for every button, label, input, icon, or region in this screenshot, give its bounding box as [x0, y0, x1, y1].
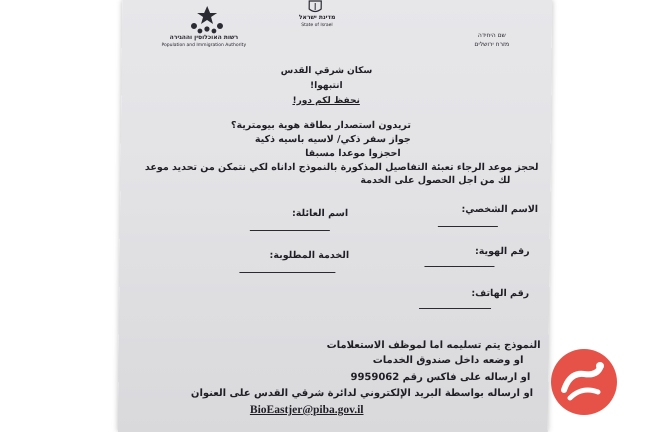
submission-line-3: او ارساله على فاكس رقم 9959062	[350, 372, 531, 383]
first-name-label: الاسم الشخصي:	[461, 204, 539, 215]
id-number-label: رقم الهوية:	[474, 246, 530, 257]
maan-logo-icon	[548, 346, 620, 418]
authority-logo-icon	[182, 4, 232, 34]
email-link[interactable]: BioEastjer@piba.gov.il	[249, 404, 364, 416]
document-sheet	[118, 0, 553, 432]
submission-line-1: النموذج يتم تسليمه اما لموظف الاستعلامات	[326, 340, 541, 351]
unit-name-value: מזרח ירושלים	[474, 41, 510, 48]
phone-label: رقم الهاتف:	[471, 288, 530, 299]
state-emblem-icon	[306, 0, 324, 14]
family-name-field[interactable]	[250, 230, 330, 231]
question-id-card: تريدون استصدار بطاقة هوية بيومترية؟	[230, 120, 412, 131]
phone-field[interactable]	[419, 308, 491, 309]
title-residents: سكان شرقي القدس	[280, 66, 373, 76]
submission-line-4: او ارساله بواسطة البريد الإلكتروني لدائرة شرقي القدس على العنوان	[190, 388, 534, 399]
first-name-field[interactable]	[438, 226, 498, 227]
id-number-field[interactable]	[424, 266, 494, 267]
submission-line-2: او وضعه داخل صندوق الخدمات	[372, 355, 524, 366]
title-reserve: نحفظ لكم دور!	[292, 96, 360, 106]
state-name-hebrew: מדינת ישראל	[298, 14, 336, 21]
instruction-line-1: لحجز موعد الرجاء تعبئة التفاصيل المذكورة بالنموذج اداناه لكي نتمكن من تحديد موعد	[144, 162, 539, 173]
question-book: احجزوا موعدا مسبقا	[305, 148, 401, 159]
authority-name-hebrew: רשות האוכלוסין וההגירה	[169, 34, 239, 41]
family-name-label: اسم العائلة:	[291, 208, 349, 219]
service-field[interactable]	[239, 272, 335, 273]
instruction-line-2: لك من اجل الحصول على الخدمة	[360, 175, 511, 186]
state-name-english: State of Israel	[301, 23, 333, 28]
authority-name-english: Population and Immigration Authority	[161, 43, 247, 48]
service-label: الخدمة المطلوبة:	[269, 250, 350, 261]
unit-name-label: שם היחידה	[477, 32, 506, 39]
title-attention: انتبهوا!	[310, 81, 343, 91]
question-passport: جواز سفر ذكي/ لاسيه باسيه ذكية	[254, 134, 411, 145]
